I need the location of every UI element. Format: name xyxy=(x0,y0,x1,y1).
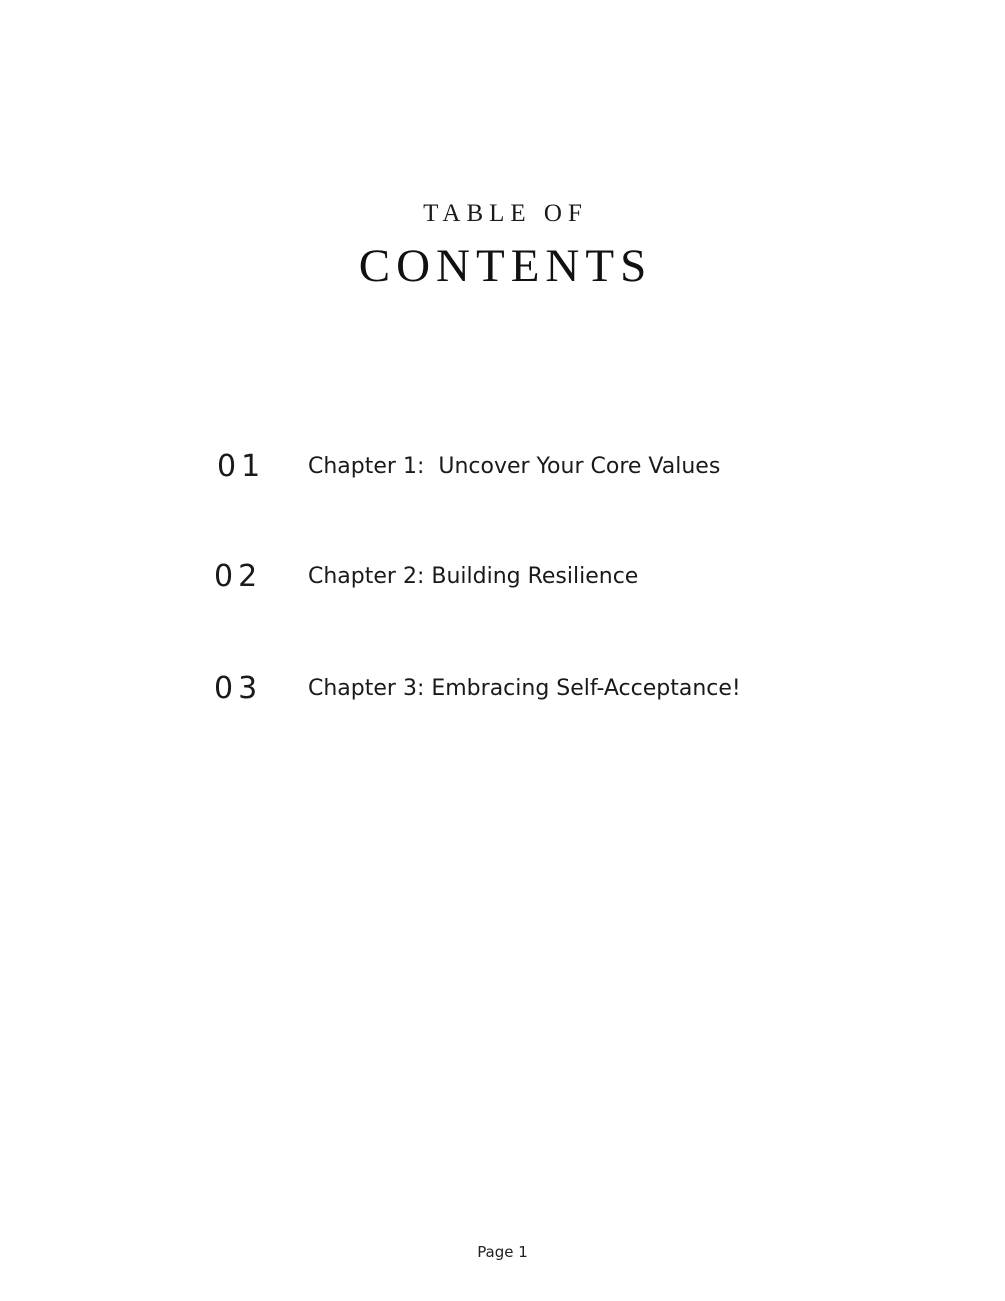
toc-entry-3[interactable] xyxy=(0,669,1005,709)
toc-entry-number: 02 xyxy=(214,559,263,594)
toc-entry-title: Chapter 1: Uncover Your Core Values xyxy=(308,454,721,479)
page-number: Page 1 xyxy=(477,1243,528,1261)
toc-heading xyxy=(0,196,1005,296)
heading-line-table-of: TABLE OF xyxy=(423,200,588,227)
toc-entry-number: 03 xyxy=(214,671,263,706)
heading-line-contents: CONTENTS xyxy=(358,240,653,292)
toc-entry-number: 01 xyxy=(217,449,266,484)
toc-entry-title: Chapter 2: Building Resilience xyxy=(308,564,639,589)
toc-entry-1[interactable] xyxy=(0,447,1005,487)
toc-entry-title: Chapter 3: Embracing Self-Acceptance! xyxy=(308,676,741,701)
toc-entry-2[interactable] xyxy=(0,557,1005,597)
